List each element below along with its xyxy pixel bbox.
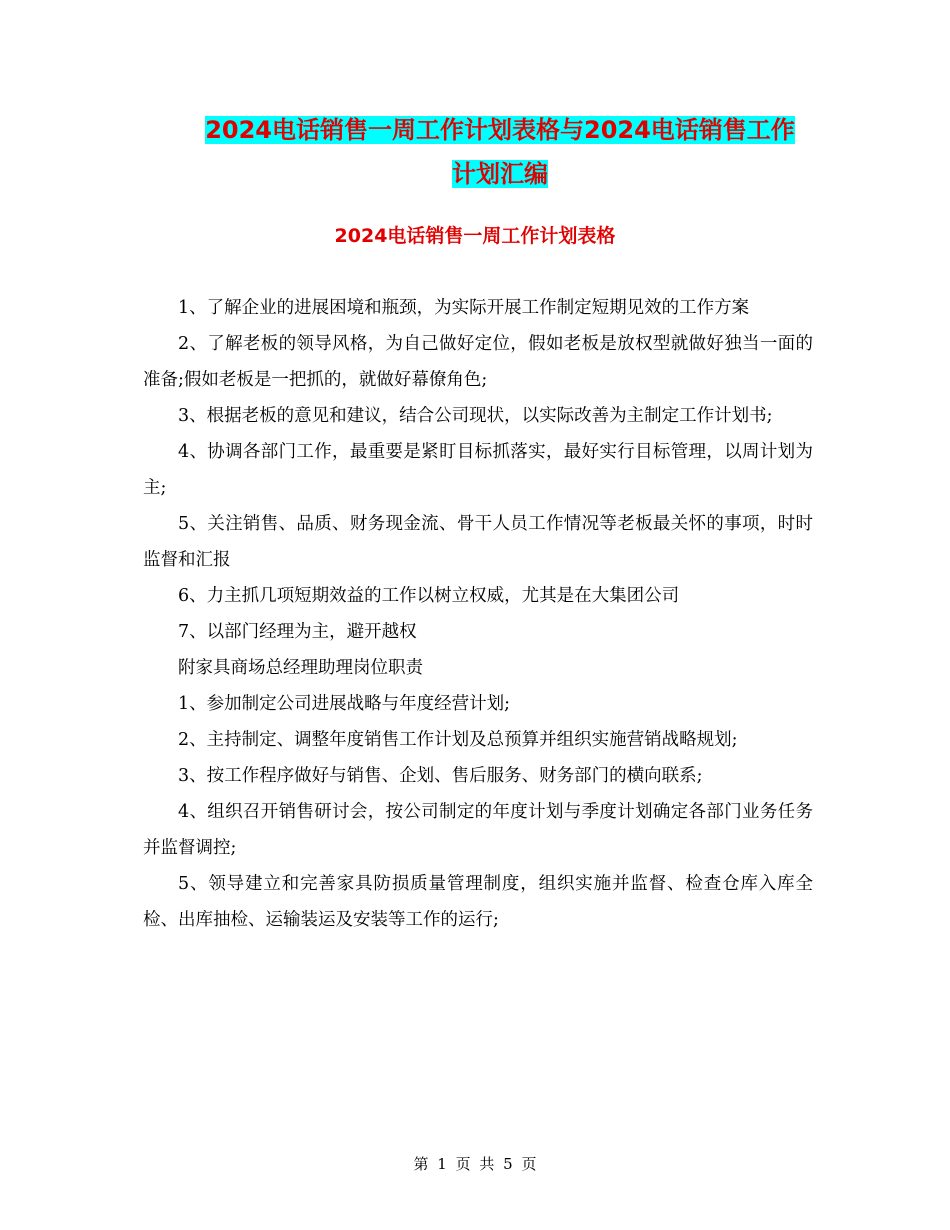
paragraph: 3、根据老板的意见和建议，结合公司现状，以实际改善为主制定工作计划书; xyxy=(178,406,773,426)
paragraph: 5、领导建立和完善家具防损质量管理制度，组织实施并监督、检查仓库入库全检、出库抽检、运输装运及安装等工作的运行; xyxy=(143,874,813,930)
paragraph: 5、关注销售、品质、财务现金流、骨干人员工作情况等老板最关怀的事项，时时监督和汇报 xyxy=(143,514,813,570)
document-title-line-2 xyxy=(140,152,860,196)
document-title-line-1 xyxy=(140,108,860,152)
paragraph: 4、组织召开销售研讨会，按公司制定的年度计划与季度计划确定各部门业务任务并监督调控; xyxy=(143,802,813,858)
title-highlight: 计划汇编 xyxy=(452,160,548,188)
paragraph: 2、主持制定、调整年度销售工作计划及总预算并组织实施营销战略规划; xyxy=(178,730,738,750)
paragraph: 2、了解老板的领导风格，为自己做好定位，假如老板是放权型就做好独当一面的准备;假如老板是一把抓的，就做好幕僚角色; xyxy=(143,334,813,390)
paragraph: 1、了解企业的进展困境和瓶颈，为实际开展工作制定短期见效的工作方案 xyxy=(178,298,750,318)
paragraph: 1、参加制定公司进展战略与年度经营计划; xyxy=(178,694,511,714)
title-highlight: 2024电话销售一周工作计划表格与2024电话销售工作 xyxy=(205,116,795,144)
page-footer: 第 1 页 共 5 页 xyxy=(413,1155,537,1173)
paragraph: 6、力主抓几项短期效益的工作以树立权威，尤其是在大集团公司 xyxy=(178,586,680,606)
section-heading: 2024电话销售一周工作计划表格 xyxy=(334,225,616,247)
paragraph: 3、按工作程序做好与销售、企划、售后服务、财务部门的横向联系; xyxy=(178,766,703,786)
paragraph: 4、协调各部门工作，最重要是紧盯目标抓落实，最好实行目标管理，以周计划为主; xyxy=(143,442,813,498)
paragraph: 附家具商场总经理助理岗位职责 xyxy=(178,658,423,678)
paragraph: 7、以部门经理为主，避开越权 xyxy=(178,622,417,642)
document-body xyxy=(143,290,813,938)
